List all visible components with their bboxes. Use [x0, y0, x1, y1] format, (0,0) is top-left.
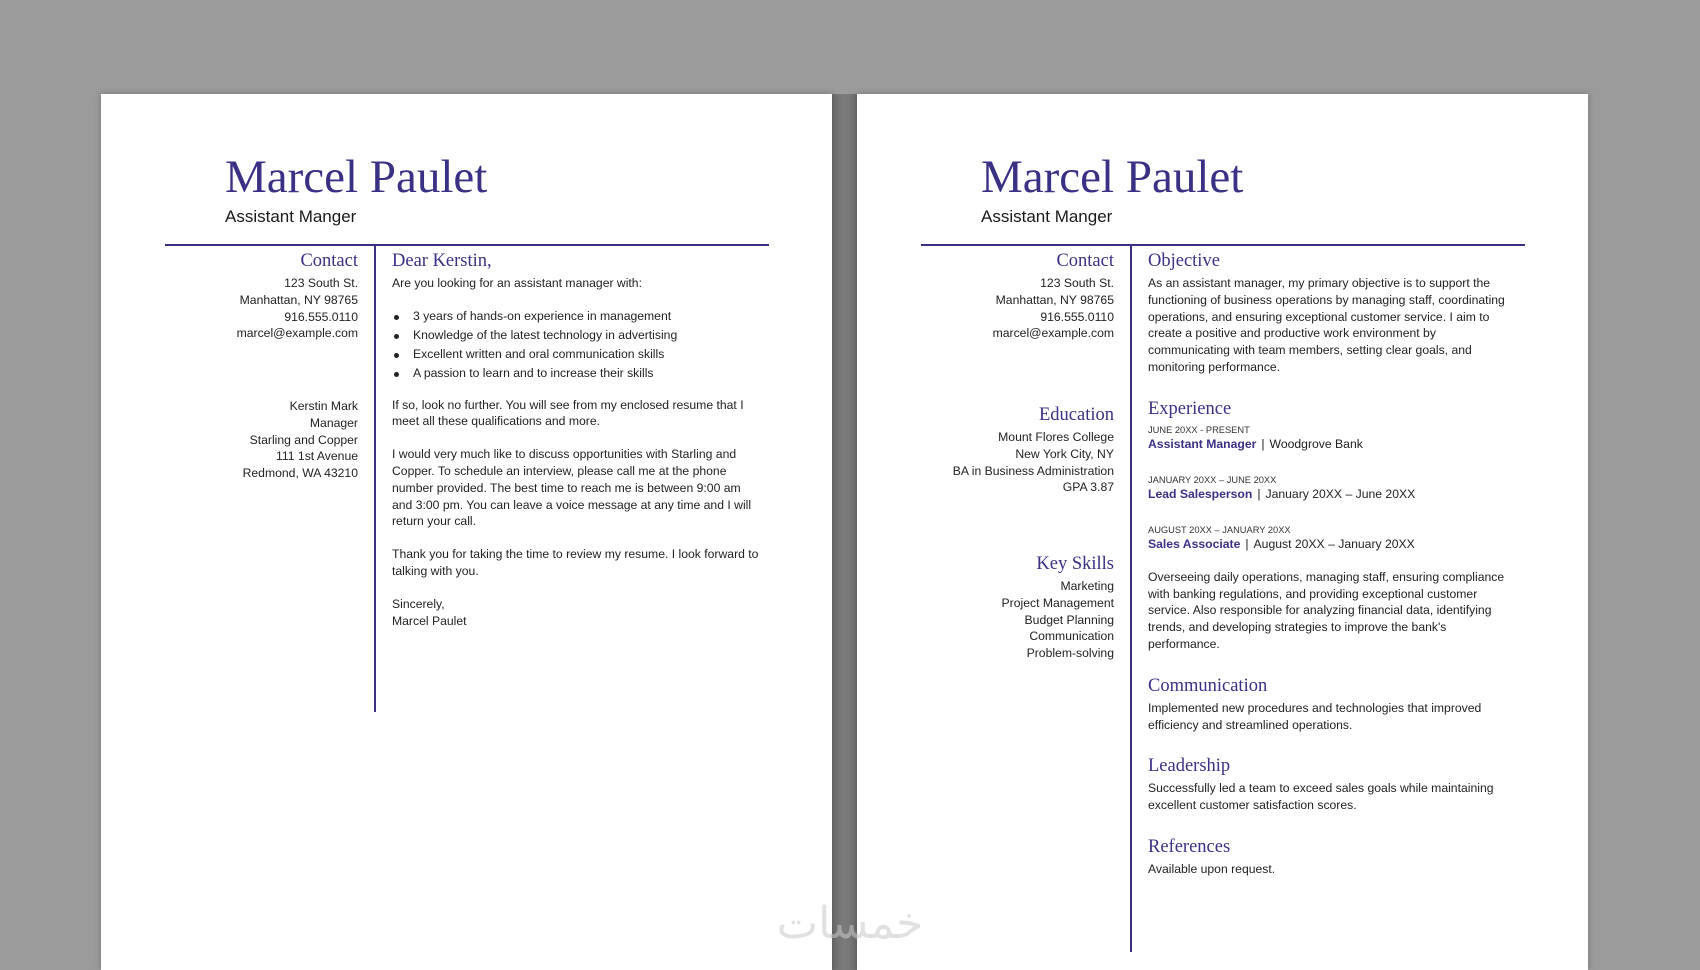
- bullet-icon: [394, 334, 399, 339]
- recipient-company: Starling and Copper: [249, 432, 358, 447]
- job-separator: |: [1261, 436, 1265, 451]
- column-divider: [1130, 246, 1132, 952]
- communication-heading: Communication: [1148, 675, 1268, 696]
- contact-city: Manhattan, NY 98765: [995, 292, 1114, 307]
- leadership-heading: Leadership: [1148, 756, 1231, 777]
- contact-block: [165, 250, 358, 342]
- contact-phone: 916.555.0110: [1040, 309, 1114, 324]
- applicant-title: Assistant Manger: [225, 207, 357, 226]
- list-item: A passion to learn and to increase their skills: [392, 364, 762, 383]
- recipient-city: Redmond, WA 43210: [242, 466, 358, 481]
- skill-item: Communication: [1029, 629, 1114, 644]
- contact-heading: Contact: [1056, 251, 1114, 271]
- column-divider: [374, 246, 376, 712]
- letter-paragraph-3: Thank you for taking the time to review my resume. I look forward to talking with you.: [392, 547, 759, 578]
- references-text: Available upon request.: [1148, 861, 1276, 876]
- job-entry: [1148, 474, 1518, 503]
- skill-item: Project Management: [1001, 595, 1114, 610]
- job-entry: [1148, 524, 1518, 553]
- job-date: JANUARY 20XX – JUNE 20XX: [1148, 474, 1277, 485]
- letter-closing: Sincerely,: [392, 596, 445, 611]
- applicant-title: Assistant Manger: [981, 207, 1113, 226]
- contact-phone: 916.555.0110: [284, 309, 358, 324]
- applicant-name: Marcel Paulet: [225, 151, 488, 203]
- job-date: AUGUST 20XX – JANUARY 20XX: [1148, 524, 1291, 535]
- resume-page: [857, 94, 1588, 970]
- recipient-name: Kerstin Mark: [289, 399, 358, 413]
- list-item: Excellent written and oral communication skills: [392, 345, 762, 364]
- education-gpa: GPA 3.87: [1062, 480, 1114, 495]
- letter-paragraph-2: I would very much like to discuss opportunities with Starling and Copper. To schedule an interview, please call me at the phone number provided. The best time to reach me is between 9:00 am and 3:00 pm. You can leave a voice message at any time and I will return your call.: [392, 447, 752, 529]
- contact-address: 123 South St.: [284, 276, 358, 290]
- education-location: New York City, NY: [1015, 446, 1114, 461]
- letter-paragraph-1: If so, look no further. You will see from my enclosed resume that I meet all these qualifications and more.: [392, 397, 744, 429]
- page-gutter-shadow: [832, 94, 857, 970]
- list-item: Knowledge of the latest technology in advertising: [392, 326, 762, 345]
- job-separator: |: [1245, 536, 1249, 551]
- job-date: JUNE 20XX - PRESENT: [1148, 424, 1250, 435]
- contact-city: Manhattan, NY 98765: [239, 292, 358, 307]
- job-detail: August 20XX – January 20XX: [1253, 536, 1415, 551]
- contact-block: [921, 250, 1114, 342]
- skills-heading: Key Skills: [1036, 554, 1114, 574]
- education-block: [921, 404, 1114, 496]
- education-degree: BA in Business Administration: [952, 463, 1114, 478]
- recipient-position: Manager: [309, 415, 358, 430]
- watermark-logo: خمسات: [776, 898, 924, 949]
- contact-email: marcel@example.com: [236, 326, 358, 341]
- header-divider: [165, 244, 769, 246]
- recipient-block: [165, 398, 358, 482]
- job-role: Lead Salesperson: [1148, 486, 1253, 501]
- skill-item: Budget Planning: [1024, 612, 1114, 627]
- job-role: Sales Associate: [1148, 536, 1241, 551]
- job-separator: |: [1257, 486, 1261, 501]
- letter-intro: Are you looking for an assistant manager with:: [392, 276, 642, 290]
- bullet-icon: [394, 372, 399, 377]
- greeting: Dear Kerstin,: [392, 251, 492, 271]
- cover-letter-page: [101, 94, 832, 970]
- communication-text: Implemented new procedures and technologies that improved efficiency and streamlined operations.: [1148, 700, 1482, 732]
- letter-body: [392, 250, 762, 629]
- list-item: 3 years of hands-on experience in management: [392, 307, 762, 326]
- header-divider: [921, 244, 1525, 246]
- skills-block: [921, 553, 1114, 662]
- education-school: Mount Flores College: [998, 430, 1114, 444]
- objective-heading: Objective: [1148, 251, 1220, 271]
- contact-heading: Contact: [300, 251, 358, 271]
- bullet-icon: [394, 353, 399, 358]
- job-title-line: [1148, 536, 1518, 553]
- objective-text: As an assistant manager, my primary objective is to support the functioning of business operations by managing staff, coordinating operations, and ensuring exceptional customer service. I aim to create a positive and productive work environment by communicating with team members, setting clear goals, and monitoring performance.: [1148, 276, 1505, 374]
- job-title-line: [1148, 486, 1518, 503]
- resume-body: [1148, 250, 1518, 878]
- job-role: Assistant Manager: [1148, 436, 1257, 451]
- education-heading: Education: [1038, 405, 1114, 425]
- recipient-street: 111 1st Avenue: [276, 449, 358, 464]
- job-entry: [1148, 424, 1518, 453]
- contact-email: marcel@example.com: [992, 326, 1114, 341]
- letter-signature: Marcel Paulet: [392, 613, 467, 628]
- qualification-list: [392, 307, 762, 384]
- skill-item: Problem-solving: [1026, 646, 1114, 661]
- references-heading: References: [1148, 836, 1231, 857]
- experience-heading: Experience: [1148, 398, 1232, 419]
- job-detail: Woodgrove Bank: [1269, 436, 1363, 451]
- job-detail: January 20XX – June 20XX: [1265, 486, 1416, 501]
- contact-address: 123 South St.: [1040, 276, 1114, 290]
- job-title-line: [1148, 436, 1518, 453]
- leadership-text: Successfully led a team to exceed sales goals while maintaining excellent customer satisfaction scores.: [1148, 781, 1494, 813]
- skill-item: Marketing: [1060, 579, 1114, 593]
- experience-text: Overseeing daily operations, managing staff, ensuring compliance with banking regulations, and providing exceptional customer service. Also responsible for analyzing financial data, identifying trends, and developing strategies to improve the bank's performance.: [1148, 569, 1505, 651]
- bullet-icon: [394, 315, 399, 320]
- applicant-name: Marcel Paulet: [981, 151, 1244, 203]
